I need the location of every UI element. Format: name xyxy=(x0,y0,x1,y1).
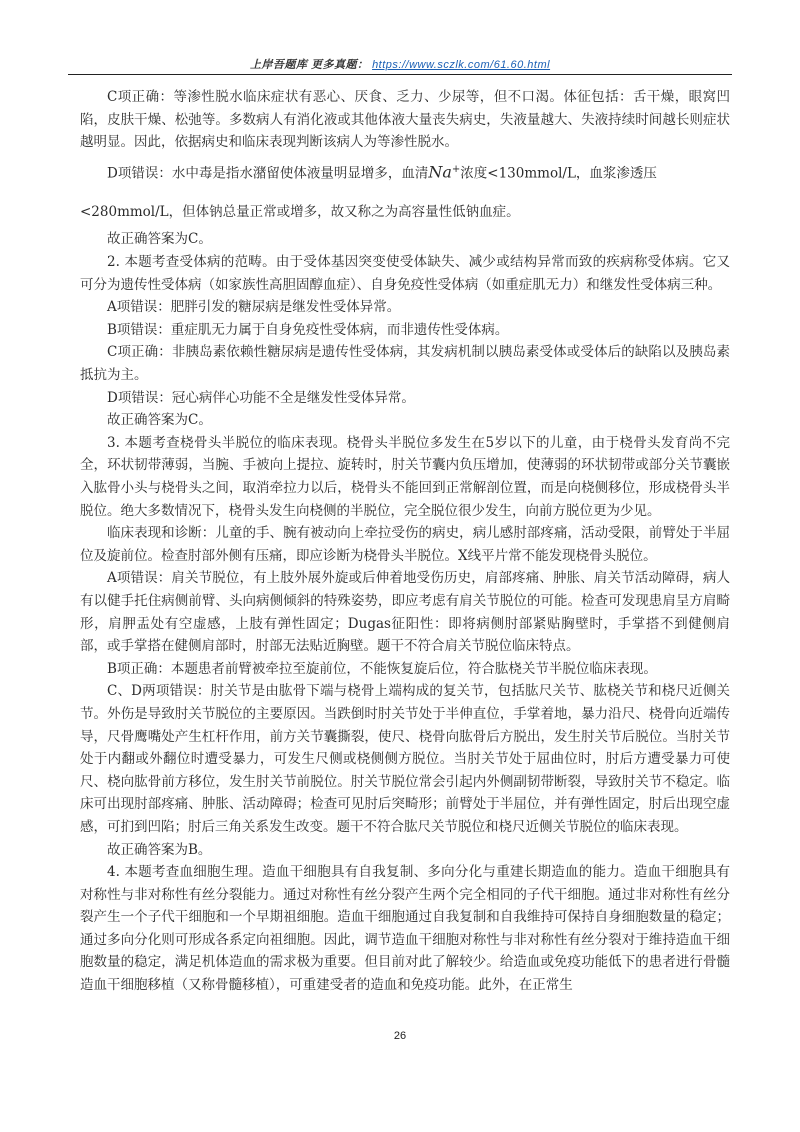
answer-line: 故正确答案为B。 xyxy=(107,841,212,858)
paragraph: A项错误：肩关节脱位，有上肢外展外旋或后伸着地受伤历史，肩部疼痛、肿胀、肩关节活动障碍，病人有以健手托住病侧前臂、头向病侧倾斜的特殊姿势，即应考虑有肩关节脱位的可能。检查可发现患肩呈方肩畸形，肩胛盂处有空虚感，上肢有弹性固定；Dugas征阳性：即将病侧肘部紧贴胸壁时，手掌搭不到健侧肩部，或手掌搭在健侧肩部时，肘部无法贴近胸壁。题干不符合肩关节脱位临床特点。 xyxy=(80,570,730,655)
paragraph: 临床表现和诊断：儿童的手、腕有被动向上牵拉受伤的病史，病儿感肘部疼痛，活动受限，前臂处于半屈位及旋前位。检查肘部外侧有压痛，即应诊断为桡骨头半脱位。X线平片常不能发现桡骨头脱位。 xyxy=(80,525,730,564)
header-rule xyxy=(68,74,732,75)
body-text xyxy=(80,86,730,997)
paragraph: C、D两项错误：肘关节是由肱骨下端与桡骨上端构成的复关节，包括肱尺关节、肱桡关节和桡尺近侧关节。外伤是导致肘关节脱位的主要原因。当跌倒时肘关节处于半伸直位，手掌着地，暴力沿尺、桡骨向近端传导，尺骨鹰嘴处产生杠杆作用，前方关节囊撕裂，使尺、桡骨向肱骨后方脱出，发生肘关节后脱位。当肘关节处于内翻或外翻位时遭受暴力，可发生尺侧或桡侧侧方脱位。当肘关节处于屈曲位时，肘后方遭受暴力可使尺、桡向肱骨前方移位，发生肘关节前脱位。肘关节脱位常会引起内外侧副韧带断裂，导致肘关节不稳定。临床可出现肘部疼痛、肿胀、活动障碍；检查可见肘后突畸形；前臂处于半屈位，并有弹性固定，肘后出现空虚感，可扪到凹陷；肘后三角关系发生改变。题干不符合肱尺关节脱位和桡尺近侧关节脱位的临床表现。 xyxy=(80,683,730,835)
page-number: 26 xyxy=(393,1030,407,1042)
page-header xyxy=(68,56,732,72)
sodium-symbol: Na xyxy=(428,162,452,182)
header-link[interactable]: https://www.sczlk.com/61.60.html xyxy=(372,59,551,71)
answer-line: 故正确答案为C。 xyxy=(107,412,212,429)
formula-text-before: D项错误：水中毒是指水潴留使体液量明显增多，血清 xyxy=(107,165,429,182)
formula-text-after: 浓度<130mmol/L，血浆渗透压 xyxy=(460,165,657,182)
header-label: 上岸吾题库 更多真题： xyxy=(249,59,369,71)
paragraph: 2. 本题考查受体病的范畴。由于受体基因突变使受体缺失、减少或结构异常而致的疾病称受体病。它又可分为遗传性受体病（如家族性高胆固醇血症）、自身免疫性受体病（如重症肌无力）和继发性受体病三种。 xyxy=(80,254,730,293)
sodium-charge: + xyxy=(451,163,461,175)
paragraph: D项错误：冠心病伴心功能不全是继发性受体异常。 xyxy=(107,389,415,406)
formula-paragraph xyxy=(80,159,730,185)
paragraph: C项正确：非胰岛素依赖性糖尿病是遗传性受体病，其发病机制以胰岛素受体或受体后的缺陷以及胰岛素抵抗为主。 xyxy=(80,344,730,384)
paragraph: A项错误：肥胖引发的糖尿病是继发性受体异常。 xyxy=(107,299,401,316)
paragraph: B项错误：重症肌无力属于自身免疫性受体病，而非遗传性受体病。 xyxy=(107,321,509,338)
paragraph: 4. 本题考查血细胞生理。造血干细胞具有自我复制、多向分化与重建长期造血的能力。造血干细胞具有对称性与非对称性有丝分裂能力。通过对称性有丝分裂产生两个完全相同的子代干细胞。通过非对称性有丝分裂产生一个子代干细胞和一个早期祖细胞。造血干细胞通过自我复制和自我维持可保持自身细胞数量的稳定；通过多向分化则可形成各系定向祖细胞。因此，调节造血干细胞对称性与非对称性有丝分裂对于维持造血干细胞数量的稳定，满足机体造血的需求极为重要。但目前对此了解较少。给造血或免疫功能低下的患者进行骨髓造血干细胞移植（又称骨髓移植），可重建受者的造血和免疫功能。此外，在正常生 xyxy=(80,864,730,994)
paragraph: <280mmol/L，但体钠总量正常或增多，故又称之为高容量性低钠血症。 xyxy=(80,203,520,220)
paragraph: B项正确：本题患者前臂被牵拉至旋前位，不能恢复旋后位，符合肱桡关节半脱位临床表现。 xyxy=(107,660,657,677)
paragraph: C项正确：等渗性脱水临床症状有恶心、厌食、乏力、少尿等，但不口渴。体征包括：舌干燥，眼窝凹陷，皮肤干燥、松弛等。多数病人有消化液或其他体液大量丧失病史，失液量越大、失液持续时间越长则症状越明显。因此，依据病史和临床表现判断该病人为等渗性脱水。 xyxy=(80,89,730,151)
answer-line: 故正确答案为C。 xyxy=(107,231,212,248)
paragraph: 3. 本题考查桡骨头半脱位的临床表现。桡骨头半脱位多发生在5岁以下的儿童，由于桡骨头发育尚不完全，环状韧带薄弱，当腕、手被向上提拉、旋转时，肘关节囊内负压增加，使薄弱的环状韧带或部分关节囊嵌入肱骨小头与桡骨头之间，取消牵拉力以后，桡骨头不能回到正常解剖位置，而是向桡侧移位，形成桡骨头半脱位。绝大多数情况下，桡骨头发生向桡侧的半脱位，完全脱位很少发生，向前方脱位更为少见。 xyxy=(80,434,730,519)
